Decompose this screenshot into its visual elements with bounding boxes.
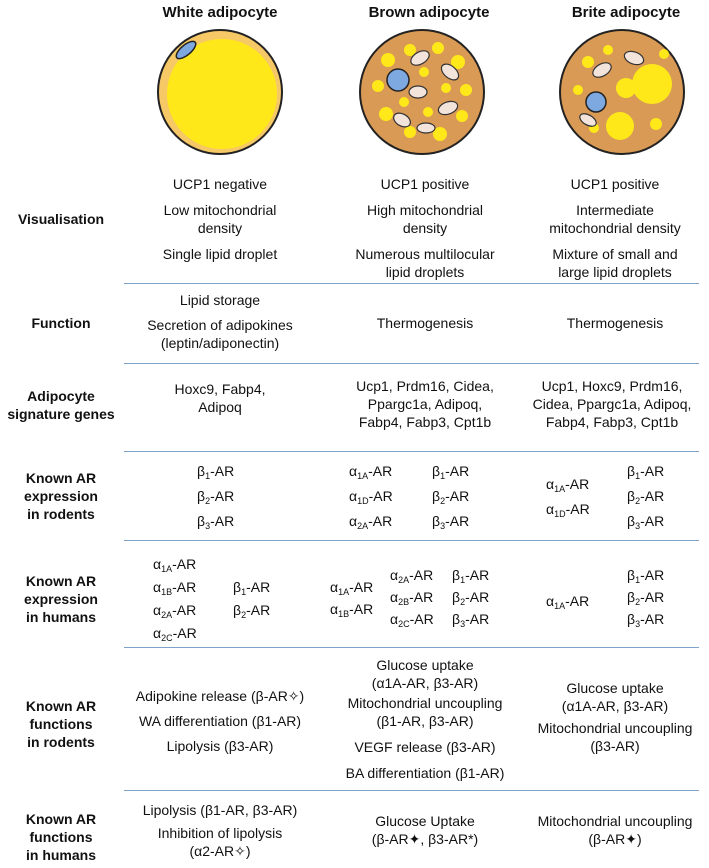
white-adipocyte-illustration xyxy=(156,28,284,156)
greek: α xyxy=(546,476,555,492)
text-line: VEGF release (β3-AR) xyxy=(354,739,496,755)
header-brown-adipocyte: Brown adipocyte xyxy=(368,4,490,21)
row-divider xyxy=(124,283,699,284)
row-label-signature-genes xyxy=(0,387,122,423)
receptor-beta3 xyxy=(627,610,664,628)
greek: β xyxy=(197,488,206,504)
suffix: -AR xyxy=(246,579,271,595)
greek: α xyxy=(153,579,162,595)
text-line: WA differentiation (β1-AR) xyxy=(138,713,302,729)
text-line: Mitochondrial uncoupling xyxy=(347,695,503,711)
suffix: -AR xyxy=(640,589,665,605)
cell-white-rodent-functions xyxy=(105,687,335,755)
sub: 1A xyxy=(357,471,369,481)
receptor-alpha2b xyxy=(390,588,433,606)
sub: 3 xyxy=(460,619,466,629)
text-line: Intermediate xyxy=(576,202,654,218)
label-line: signature genes xyxy=(7,406,115,422)
cell-brown-rodent-functions xyxy=(318,656,532,782)
sub: 1 xyxy=(440,471,446,481)
row-label-visualisation: Visualisation xyxy=(17,211,105,227)
receptor-beta2 xyxy=(197,487,234,505)
sub: 2C xyxy=(161,633,173,643)
receptor-alpha2a xyxy=(390,566,433,584)
greek: β xyxy=(197,463,206,479)
sub: 2 xyxy=(635,496,641,506)
text-line: Mitochondrial uncoupling xyxy=(537,813,693,829)
sub: 1D xyxy=(357,496,369,506)
greek: α xyxy=(153,556,162,572)
cell-brite-human-functions xyxy=(508,812,709,848)
receptor-alpha1a xyxy=(546,592,589,610)
text-line: UCP1 positive xyxy=(380,176,470,192)
label-line: expression xyxy=(24,591,98,607)
sub: 3 xyxy=(635,619,641,629)
sub: 2A xyxy=(357,521,369,531)
greek: β xyxy=(233,602,242,618)
sub: 1A xyxy=(161,564,173,574)
receptor-beta1 xyxy=(452,566,489,584)
cell-white-signature-genes xyxy=(120,380,320,416)
sub: 3 xyxy=(440,521,446,531)
text-line: (leptin/adiponectin) xyxy=(160,335,280,351)
sub: 2A xyxy=(398,575,410,585)
text-line: Lipid storage xyxy=(179,292,261,308)
greek: α xyxy=(390,589,399,605)
greek: α xyxy=(349,513,358,529)
suffix: -AR xyxy=(368,463,393,479)
row-divider xyxy=(124,647,699,648)
greek: β xyxy=(627,567,636,583)
cell-brite-rodent-functions xyxy=(508,679,709,755)
sub: 1A xyxy=(338,587,350,597)
sub: 1 xyxy=(460,575,466,585)
receptor-beta1 xyxy=(627,462,664,480)
suffix: -AR xyxy=(409,589,434,605)
row-label-human-expression xyxy=(0,572,122,626)
receptor-beta2 xyxy=(627,487,664,505)
greek: α xyxy=(546,593,555,609)
greek: α xyxy=(153,625,162,641)
suffix: -AR xyxy=(640,611,665,627)
cell-brown-human-functions xyxy=(318,812,532,848)
sub: 1B xyxy=(161,587,173,597)
greek: β xyxy=(197,513,206,529)
text-line: Ucp1, Hoxc9, Prdm16, xyxy=(541,378,683,394)
text-line: BA differentiation (β1-AR) xyxy=(345,765,505,781)
text-line: Hoxc9, Fabp4, xyxy=(174,381,266,397)
receptor-beta2 xyxy=(627,588,664,606)
header-white-adipocyte: White adipocyte xyxy=(162,4,278,21)
suffix: -AR xyxy=(565,501,590,517)
suffix: -AR xyxy=(172,556,197,572)
suffix: -AR xyxy=(640,567,665,583)
text-line: Low mitochondrial xyxy=(163,202,277,218)
receptor-alpha2c xyxy=(390,610,434,628)
receptor-alpha1b xyxy=(153,578,196,596)
receptor-beta1 xyxy=(432,462,469,480)
brite-adipocyte-illustration xyxy=(558,28,686,156)
cell-white-function xyxy=(120,291,320,352)
receptor-beta1 xyxy=(627,566,664,584)
sub: 1A xyxy=(554,484,566,494)
receptor-beta3 xyxy=(627,512,664,530)
receptor-beta2 xyxy=(432,487,469,505)
cell-brown-visualisation xyxy=(325,175,525,281)
text-line: Glucose uptake xyxy=(376,657,474,673)
greek: β xyxy=(627,463,636,479)
receptor-alpha1d xyxy=(349,487,393,505)
greek: β xyxy=(432,488,441,504)
receptor-alpha1a xyxy=(546,475,589,493)
greek: β xyxy=(452,611,461,627)
suffix: -AR xyxy=(640,463,665,479)
suffix: -AR xyxy=(172,625,197,641)
label-line: functions xyxy=(29,716,93,732)
label-line: Known AR xyxy=(25,698,97,714)
cell-white-visualisation xyxy=(120,175,320,263)
text-line: Cidea, Ppargc1a, Adipoq, xyxy=(532,396,692,412)
sub: 3 xyxy=(205,521,211,531)
text-line: Lipolysis (β3-AR) xyxy=(166,738,274,754)
text-line: Ucp1, Prdm16, Cidea, xyxy=(356,378,494,394)
suffix: -AR xyxy=(465,589,490,605)
label-line: in rodents xyxy=(27,734,95,750)
text-line: density xyxy=(402,220,448,236)
text-line: Mixture of small and xyxy=(552,246,678,262)
text-line: (α2-AR✧) xyxy=(189,843,251,859)
receptor-beta3 xyxy=(197,512,234,530)
greek: α xyxy=(349,463,358,479)
text-line: (β-AR✦) xyxy=(588,831,642,847)
text-line: (β1-AR, β3-AR) xyxy=(376,713,474,729)
receptor-alpha1a xyxy=(330,578,373,596)
sub: 2A xyxy=(161,610,173,620)
sub: 1 xyxy=(241,587,247,597)
receptor-beta3 xyxy=(432,512,469,530)
cell-brite-signature-genes xyxy=(512,377,709,431)
suffix: -AR xyxy=(246,602,271,618)
greek: β xyxy=(627,611,636,627)
text-line: Fabp4, Fabp3, Cpt1b xyxy=(358,414,492,430)
row-label-rodent-expression xyxy=(0,469,122,523)
receptor-alpha1d xyxy=(546,500,590,518)
sub: 1A xyxy=(554,601,566,611)
greek: β xyxy=(432,463,441,479)
label-line: Known AR xyxy=(25,470,97,486)
greek: α xyxy=(390,567,399,583)
cell-brown-function: Thermogenesis xyxy=(376,315,474,331)
text-line: (α1A-AR, β3-AR) xyxy=(561,698,669,714)
text-line: Inhibition of lipolysis xyxy=(157,825,283,841)
text-line: large lipid droplets xyxy=(558,264,672,280)
label-line: in rodents xyxy=(27,506,95,522)
label-line: in humans xyxy=(25,609,96,625)
receptor-alpha2a xyxy=(349,512,392,530)
greek: β xyxy=(627,488,636,504)
row-label-human-functions xyxy=(0,810,122,864)
suffix: -AR xyxy=(172,579,197,595)
receptor-alpha1b xyxy=(330,600,373,618)
sub: 2 xyxy=(205,496,211,506)
label-line: in humans xyxy=(25,847,96,863)
label-line: expression xyxy=(24,488,98,504)
suffix: -AR xyxy=(640,513,665,529)
text-line: Numerous multilocular xyxy=(355,246,495,262)
sub: 1 xyxy=(635,471,641,481)
row-divider xyxy=(124,451,699,452)
receptor-alpha2c xyxy=(153,624,197,642)
label-line: Adipocyte xyxy=(27,388,95,404)
suffix: -AR xyxy=(465,611,490,627)
receptor-beta3 xyxy=(452,610,489,628)
brown-adipocyte-illustration xyxy=(358,28,486,156)
greek: α xyxy=(153,602,162,618)
sub: 2B xyxy=(398,597,410,607)
suffix: -AR xyxy=(349,579,374,595)
suffix: -AR xyxy=(445,463,470,479)
receptor-beta1 xyxy=(233,578,270,596)
sub: 1B xyxy=(338,609,350,619)
greek: β xyxy=(627,513,636,529)
cell-brite-function: Thermogenesis xyxy=(566,315,664,331)
greek: α xyxy=(349,488,358,504)
label-line: Known AR xyxy=(25,811,97,827)
suffix: -AR xyxy=(409,611,434,627)
text-line: lipid droplets xyxy=(385,264,465,280)
greek: β xyxy=(233,579,242,595)
text-line: (α1A-AR, β3-AR) xyxy=(371,675,479,691)
sub: 2 xyxy=(440,496,446,506)
text-line: Glucose Uptake xyxy=(375,813,475,829)
sub: 1D xyxy=(554,509,566,519)
greek: β xyxy=(452,589,461,605)
receptor-beta1 xyxy=(197,462,234,480)
sub: 3 xyxy=(635,521,641,531)
receptor-alpha2a xyxy=(153,601,196,619)
cell-white-human-functions xyxy=(105,801,335,860)
text-line: Fabp4, Fabp3, Cpt1b xyxy=(545,414,679,430)
text-line: Adipoq xyxy=(198,399,242,415)
sub: 1 xyxy=(205,471,211,481)
row-divider xyxy=(124,790,699,791)
cell-brown-signature-genes xyxy=(325,377,525,431)
greek: α xyxy=(330,601,339,617)
text-line: mitochondrial density xyxy=(549,220,681,236)
suffix: -AR xyxy=(368,488,393,504)
suffix: -AR xyxy=(409,567,434,583)
greek: α xyxy=(390,611,399,627)
sub: 2 xyxy=(241,610,247,620)
greek: α xyxy=(330,579,339,595)
row-label-function: Function xyxy=(31,315,91,331)
receptor-beta2 xyxy=(452,588,489,606)
text-line: UCP1 positive xyxy=(570,176,660,192)
receptor-beta2 xyxy=(233,601,270,619)
label-line: functions xyxy=(29,829,93,845)
text-line: Glucose uptake xyxy=(566,680,664,696)
row-label-rodent-functions xyxy=(0,697,122,751)
text-line: Mitochondrial uncoupling xyxy=(537,720,693,736)
label-line: Known AR xyxy=(25,573,97,589)
text-line: Single lipid droplet xyxy=(162,246,278,262)
text-line: density xyxy=(197,220,243,236)
row-divider xyxy=(124,363,699,364)
suffix: -AR xyxy=(349,601,374,617)
greek: β xyxy=(452,567,461,583)
header-brite-adipocyte: Brite adipocyte xyxy=(571,4,681,21)
suffix: -AR xyxy=(210,463,235,479)
sub: 2 xyxy=(460,597,466,607)
suffix: -AR xyxy=(445,513,470,529)
cell-brite-visualisation xyxy=(515,175,709,281)
greek: α xyxy=(546,501,555,517)
sub: 1 xyxy=(635,575,641,585)
greek: β xyxy=(432,513,441,529)
suffix: -AR xyxy=(210,513,235,529)
receptor-alpha1a xyxy=(349,462,392,480)
suffix: -AR xyxy=(565,476,590,492)
greek: β xyxy=(627,589,636,605)
suffix: -AR xyxy=(210,488,235,504)
suffix: -AR xyxy=(172,602,197,618)
row-divider xyxy=(124,540,699,541)
sub: 2C xyxy=(398,619,410,629)
text-line: Adipokine release (β-AR✧) xyxy=(135,688,305,704)
text-line: Secretion of adipokines xyxy=(147,317,293,333)
text-line: High mitochondrial xyxy=(367,202,483,218)
text-line: Lipolysis (β1-AR, β3-AR) xyxy=(142,802,298,818)
text-line: (β-AR✦, β3-AR*) xyxy=(371,831,479,847)
sub: 2 xyxy=(635,597,641,607)
suffix: -AR xyxy=(465,567,490,583)
suffix: -AR xyxy=(565,593,590,609)
suffix: -AR xyxy=(640,488,665,504)
suffix: -AR xyxy=(368,513,393,529)
text-line: (β3-AR) xyxy=(590,738,640,754)
text-line: UCP1 negative xyxy=(172,176,268,192)
receptor-alpha1a xyxy=(153,555,196,573)
text-line: Ppargc1a, Adipoq, xyxy=(367,396,483,412)
suffix: -AR xyxy=(445,488,470,504)
